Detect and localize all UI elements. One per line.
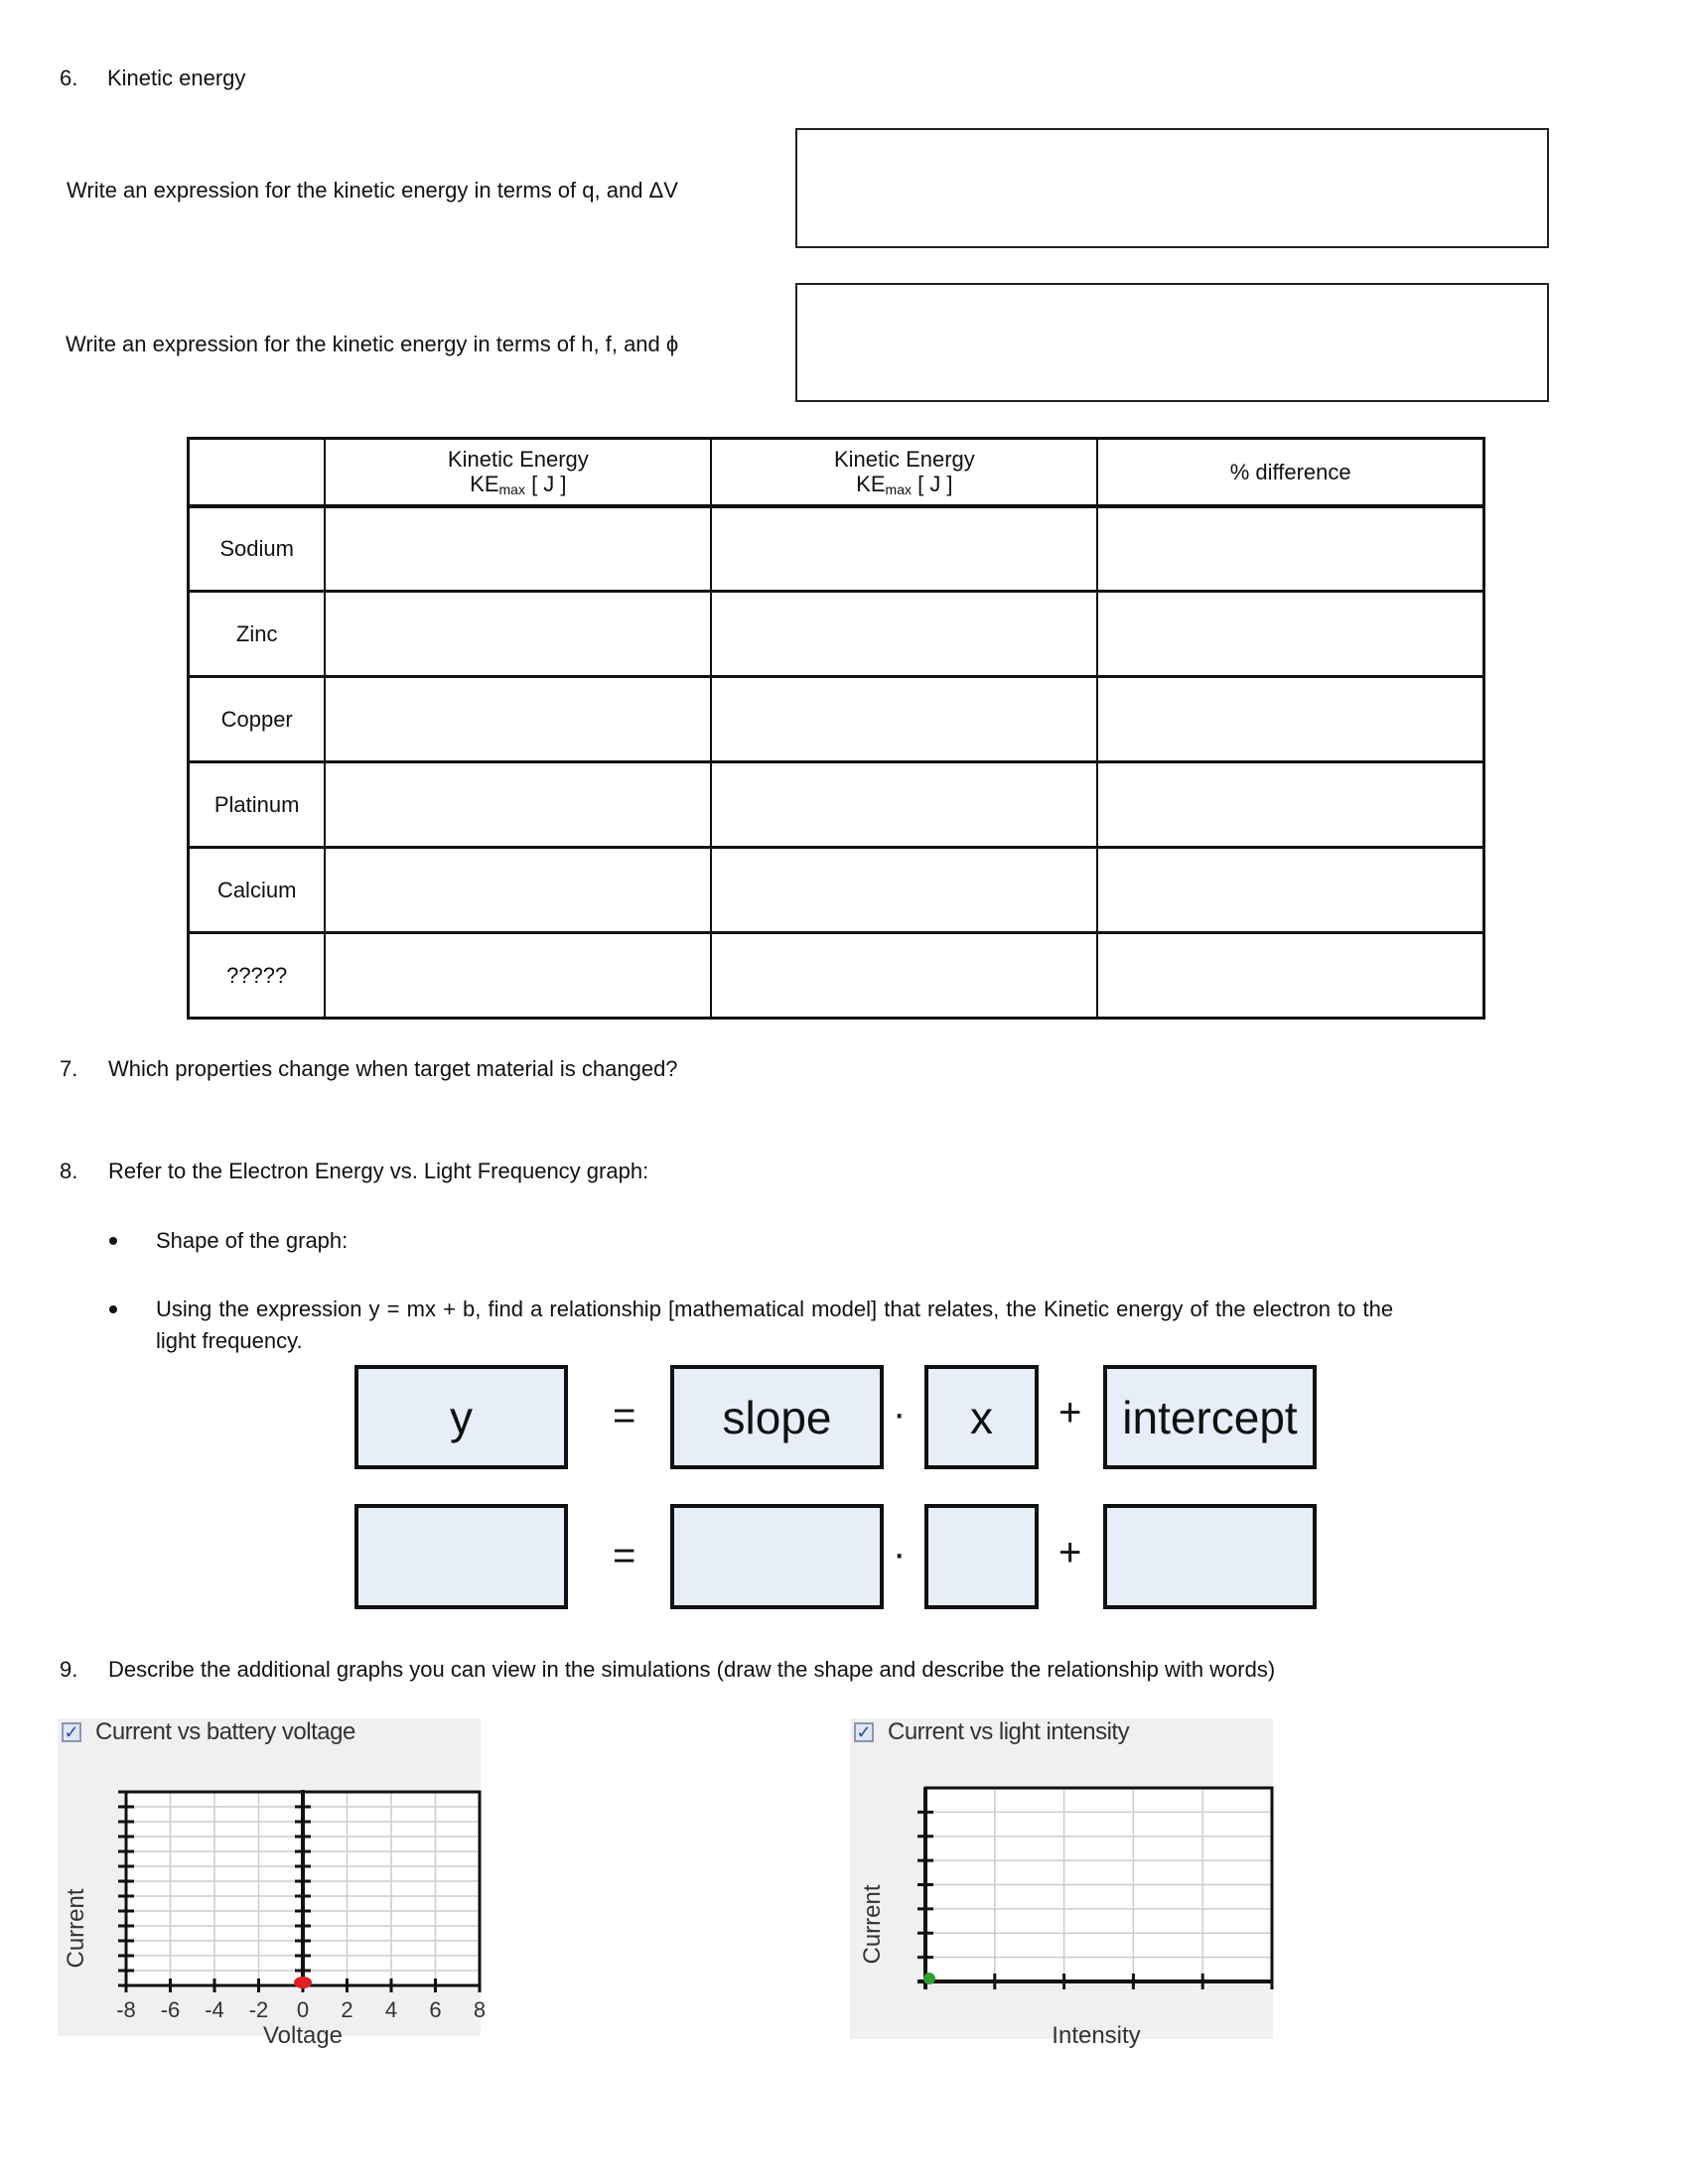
graph2-plot bbox=[850, 1718, 1273, 2049]
graph-current-vs-voltage bbox=[58, 1718, 487, 2049]
header-ke-1: Kinetic Energy $KE_{max}$ [ J ] bbox=[325, 439, 711, 506]
q6-number: 6. bbox=[60, 66, 78, 90]
q6-prompt-2: Write an expression for the kinetic energy in terms of h, f, and ϕ bbox=[66, 332, 679, 356]
ke-cell-2[interactable] bbox=[711, 933, 1097, 1019]
header-blank bbox=[189, 439, 326, 506]
x-tick-label: 2 bbox=[341, 1997, 353, 2022]
y-axis-label: Current bbox=[859, 1884, 886, 1965]
table-row bbox=[189, 592, 1484, 677]
q8-number: 8. bbox=[60, 1159, 78, 1183]
equation-intercept-label: intercept bbox=[1103, 1365, 1317, 1469]
answer-intercept-box[interactable] bbox=[1103, 1504, 1317, 1609]
row-label: ????? bbox=[189, 933, 326, 1019]
percent-difference-cell[interactable] bbox=[1097, 592, 1483, 677]
ke-cell-1[interactable] bbox=[325, 762, 711, 848]
q7-text: Which properties change when target material is changed? bbox=[108, 1056, 678, 1081]
ke-cell-1[interactable] bbox=[325, 506, 711, 592]
graph1-title: Current vs battery voltage bbox=[95, 1718, 355, 1745]
x-tick-label: 6 bbox=[429, 1997, 442, 2022]
x-tick-label: -8 bbox=[116, 1997, 136, 2022]
x-tick-label: -4 bbox=[205, 1997, 224, 2022]
row-label: Platinum bbox=[189, 762, 326, 848]
q6-title: Kinetic energy bbox=[107, 66, 246, 90]
bullet-icon bbox=[109, 1237, 117, 1245]
percent-difference-cell[interactable] bbox=[1097, 677, 1483, 762]
table-row bbox=[189, 933, 1484, 1019]
ke-cell-1[interactable] bbox=[325, 592, 711, 677]
q9-number: 9. bbox=[60, 1657, 78, 1682]
graph1-plot bbox=[58, 1718, 487, 2049]
header-percent-difference: % difference bbox=[1097, 439, 1483, 506]
x-axis-label: Voltage bbox=[262, 2022, 344, 2049]
percent-difference-cell[interactable] bbox=[1097, 506, 1483, 592]
answer-box-h-f-phi[interactable] bbox=[795, 283, 1549, 402]
multiply-dot: · bbox=[893, 1532, 907, 1575]
answer-x-box[interactable] bbox=[924, 1504, 1039, 1609]
answer-slope-box[interactable] bbox=[670, 1504, 884, 1609]
multiply-dot: · bbox=[893, 1392, 907, 1435]
x-axis-label: Intensity bbox=[1052, 2022, 1141, 2049]
table-row bbox=[189, 677, 1484, 762]
ke-cell-1[interactable] bbox=[325, 848, 711, 933]
data-marker bbox=[294, 1977, 312, 1988]
ke-cell-2[interactable] bbox=[711, 762, 1097, 848]
q8-bullet-1: Shape of the graph: bbox=[156, 1228, 349, 1253]
x-tick-label: 4 bbox=[384, 1997, 398, 2022]
answer-y-box[interactable] bbox=[354, 1504, 568, 1609]
plus-sign: + bbox=[1058, 1391, 1082, 1434]
q8-text: Refer to the Electron Energy vs. Light Frequency graph: bbox=[108, 1159, 649, 1183]
x-tick-label: 0 bbox=[296, 1997, 310, 2022]
row-label: Sodium bbox=[189, 506, 326, 592]
y-axis-label: Current bbox=[63, 1888, 89, 1969]
q8-bullet-2-line-1: Using the expression y = mx + b, find a relationship [mathematical model] that relates, the Kinetic energy of the electron to the bbox=[156, 1297, 1394, 1321]
ke-cell-2[interactable] bbox=[711, 592, 1097, 677]
graph-current-vs-intensity bbox=[850, 1718, 1273, 2049]
ke-cell-1[interactable] bbox=[325, 933, 711, 1019]
equation-slope-label: slope bbox=[670, 1365, 884, 1469]
ke-cell-2[interactable] bbox=[711, 677, 1097, 762]
percent-difference-cell[interactable] bbox=[1097, 762, 1483, 848]
x-tick-label: -6 bbox=[160, 1997, 181, 2022]
bullet-icon bbox=[109, 1305, 117, 1313]
equation-y-label: y bbox=[354, 1365, 568, 1469]
ke-cell-2[interactable] bbox=[711, 506, 1097, 592]
q6-prompt-1: Write an expression for the kinetic energy in terms of q, and ΔV bbox=[67, 178, 678, 203]
x-tick-label: -2 bbox=[248, 1997, 269, 2022]
table-row bbox=[189, 506, 1484, 592]
answer-box-q-deltav[interactable] bbox=[795, 128, 1549, 248]
data-marker bbox=[923, 1973, 935, 1984]
graph2-title: Current vs light intensity bbox=[888, 1718, 1130, 1745]
table-header-row bbox=[189, 439, 1484, 506]
table-row bbox=[189, 848, 1484, 933]
checkbox-current-vs-voltage[interactable]: ✓ bbox=[62, 1722, 81, 1742]
percent-difference-cell[interactable] bbox=[1097, 933, 1483, 1019]
ke-cell-2[interactable] bbox=[711, 848, 1097, 933]
q7-number: 7. bbox=[60, 1056, 78, 1081]
row-label: Zinc bbox=[189, 592, 326, 677]
percent-difference-cell[interactable] bbox=[1097, 848, 1483, 933]
table-row bbox=[189, 762, 1484, 848]
equals-sign: = bbox=[613, 1394, 636, 1437]
equals-sign: = bbox=[613, 1534, 636, 1577]
x-tick-label: 8 bbox=[473, 1997, 487, 2022]
row-label: Copper bbox=[189, 677, 326, 762]
q9-text: Describe the additional graphs you can view in the simulations (draw the shape and describe the relationship with words) bbox=[108, 1657, 1276, 1682]
q8-bullet-2-line-2: light frequency. bbox=[156, 1328, 303, 1353]
equation-x-label: x bbox=[924, 1365, 1039, 1469]
kinetic-energy-table bbox=[187, 437, 1485, 1020]
ke-cell-1[interactable] bbox=[325, 677, 711, 762]
checkbox-current-vs-intensity[interactable]: ✓ bbox=[854, 1722, 874, 1742]
row-label: Calcium bbox=[189, 848, 326, 933]
header-ke-2: Kinetic Energy $KE_{max}$ [ J ] bbox=[711, 439, 1097, 506]
plus-sign: + bbox=[1058, 1531, 1082, 1574]
